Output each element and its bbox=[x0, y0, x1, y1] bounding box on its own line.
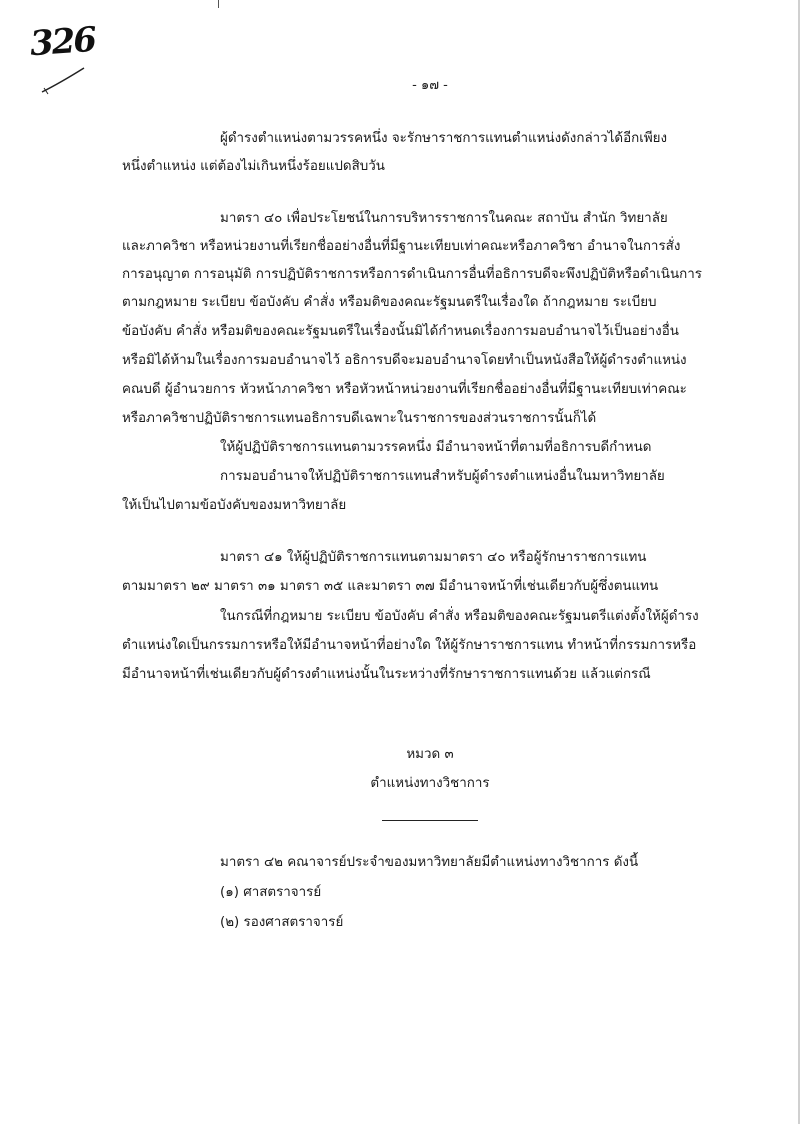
text-line: ให้ผู้ปฏิบัติราชการแทนตามวรรคหนึ่ง มีอำนาจหน้าที่ตามที่อธิการบดีกำหนด bbox=[220, 440, 652, 455]
scan-mark bbox=[218, 0, 219, 8]
text-line: ในกรณีที่กฎหมาย ระเบียบ ข้อบังคับ คำสั่ง หรือมติของคณะรัฐมนตรีแต่งตั้งให้ผู้ดำรง bbox=[220, 609, 699, 624]
text-line: ข้อบังคับ คำสั่ง หรือมติของคณะรัฐมนตรีในเรื่องนั้นมิได้กำหนดเรื่องการมอบอำนาจไว้เป็นอย่างอื่น bbox=[122, 324, 679, 339]
text-line: หรือมิได้ห้ามในเรื่องการมอบอำนาจไว้ อธิการบดีจะมอบอำนาจโดยทำเป็นหนังสือให้ผู้ดำรงตำแหน่ง bbox=[122, 353, 687, 368]
page-number: - ๑๗ - bbox=[412, 78, 448, 93]
text-line: ตามกฎหมาย ระเบียบ ข้อบังคับ คำสั่ง หรือมติของคณะรัฐมนตรีในเรื่องใด ถ้ากฎหมาย ระเบียบ bbox=[122, 295, 657, 310]
text-line: การมอบอำนาจให้ปฏิบัติราชการแทนสำหรับผู้ดำรงตำแหน่งอื่นในมหาวิทยาลัย bbox=[220, 469, 665, 484]
section-41-heading: มาตรา ๔๑ ให้ผู้ปฏิบัติราชการแทนตามมาตรา ๔๐ หรือผู้รักษาราชการแทน bbox=[220, 550, 647, 565]
text-line: และภาควิชา หรือหน่วยงานที่เรียกชื่ออย่างอื่นที่มีฐานะเทียบเท่าคณะหรือภาควิชา อำนาจในการสั่ง bbox=[122, 239, 681, 254]
chapter-title: ตำแหน่งทางวิชาการ bbox=[370, 776, 490, 791]
handwritten-page-number: 326 bbox=[28, 19, 97, 65]
text-line: ผู้ดำรงตำแหน่งตามวรรคหนึ่ง จะรักษาราชการแทนตำแหน่งดังกล่าวได้อีกเพียง bbox=[220, 131, 668, 146]
section-40-heading: มาตรา ๔๐ เพื่อประโยชน์ในการบริหารราชการในคณะ สถาบัน สำนัก วิทยาลัย bbox=[220, 211, 668, 226]
text-line: คณบดี ผู้อำนวยการ หัวหน้าภาควิชา หรือหัวหน้าหน่วยงานที่เรียกชื่ออย่างอื่นที่มีฐานะเทียบเท่าคณะ bbox=[122, 382, 687, 397]
divider bbox=[382, 820, 478, 821]
text-line: ให้เป็นไปตามข้อบังคับของมหาวิทยาลัย bbox=[122, 498, 347, 513]
text-line: หนึ่งตำแหน่ง แต่ต้องไม่เกินหนึ่งร้อยแปดสิบวัน bbox=[122, 159, 385, 174]
text-line: ตำแหน่งใดเป็นกรรมการหรือให้มีอำนาจหน้าที่อย่างใด ให้ผู้รักษาราชการแทน ทำหน้าที่กรรมการหรือ bbox=[122, 638, 697, 653]
text-line: หรือภาควิชาปฏิบัติราชการแทนอธิการบดีเฉพาะในราชการของส่วนราชการนั้นก็ได้ bbox=[122, 411, 597, 426]
chapter-heading: หมวด ๓ bbox=[406, 747, 454, 762]
text-line: มีอำนาจหน้าที่เช่นเดียวกับผู้ดำรงตำแหน่งนั้นในระหว่างที่รักษาราชการแทนด้วย แล้วแต่กรณี bbox=[122, 667, 651, 682]
text-line: ตามมาตรา ๒๙ มาตรา ๓๑ มาตรา ๓๕ และมาตรา ๓๗ มีอำนาจหน้าที่เช่นเดียวกับผู้ซึ่งตนแทน bbox=[122, 579, 659, 594]
section-42-heading: มาตรา ๔๒ คณาจารย์ประจำของมหาวิทยาลัยมีตำแหน่งทางวิชาการ ดังนี้ bbox=[220, 855, 639, 870]
text-line: การอนุญาต การอนุมัติ การปฏิบัติราชการหรือการดำเนินการอื่นที่อธิการบดีจะพึงปฏิบัติหรือดำเนินการ bbox=[122, 267, 702, 282]
list-item: (๒) รองศาสตราจารย์ bbox=[220, 915, 344, 930]
list-item: (๑) ศาสตราจารย์ bbox=[220, 885, 322, 900]
